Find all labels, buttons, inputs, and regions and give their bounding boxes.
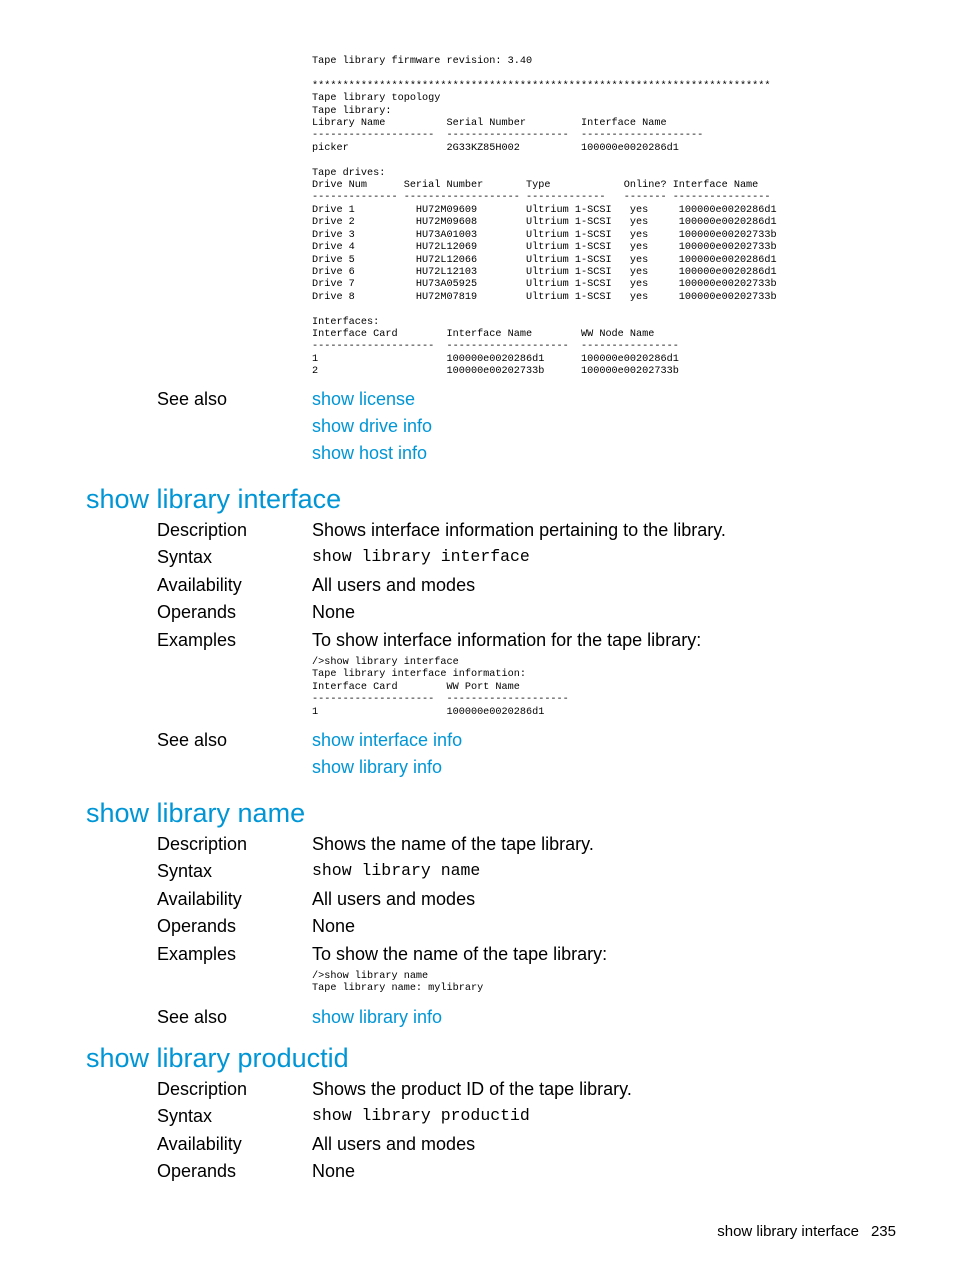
- productid-operands: None: [312, 1161, 356, 1181]
- link-show-library-info[interactable]: show library info: [312, 757, 443, 777]
- name-description: Shows the name of the tape library.: [312, 834, 594, 854]
- name-operands: None: [312, 916, 356, 936]
- name-syntax: show library name: [312, 861, 481, 880]
- examples-label: Examples: [157, 944, 237, 964]
- availability-label: Availability: [157, 889, 242, 909]
- name-availability: All users and modes: [312, 889, 476, 909]
- productid-description: Shows the product ID of the tape library.: [312, 1079, 632, 1099]
- operands-label: Operands: [157, 602, 237, 622]
- link-show-interface-info[interactable]: show interface info: [312, 730, 463, 750]
- availability-label: Availability: [157, 575, 242, 595]
- see-also-label: See also: [157, 1007, 228, 1027]
- link-show-host-info[interactable]: show host info: [312, 443, 428, 463]
- section-title-name: show library name: [86, 798, 306, 828]
- operands-label: Operands: [157, 1161, 237, 1181]
- link-show-drive-info[interactable]: show drive info: [312, 416, 433, 436]
- productid-availability: All users and modes: [312, 1134, 476, 1154]
- syntax-label: Syntax: [157, 861, 213, 881]
- interface-example-code: />show library interface Tape library interface information: Interface Card WW Port Name -------------------- -------------------- 1 100000e0020286d1: [312, 657, 569, 718]
- interface-operands: None: [312, 602, 356, 622]
- examples-label: Examples: [157, 630, 237, 650]
- see-also-label: See also: [157, 389, 228, 409]
- operands-label: Operands: [157, 916, 237, 936]
- interface-syntax: show library interface: [312, 547, 530, 566]
- name-examples: To show the name of the tape library:: [312, 944, 608, 964]
- productid-syntax: show library productid: [312, 1106, 530, 1125]
- footer-section-title: show library interface: [717, 1223, 859, 1240]
- interface-examples: To show interface information for the tape library:: [312, 630, 702, 650]
- description-label: Description: [157, 1079, 248, 1099]
- syntax-label: Syntax: [157, 1106, 213, 1126]
- page-number: 235: [870, 1223, 896, 1240]
- section-title-productid: show library productid: [86, 1043, 349, 1073]
- page-footer: [705, 1222, 896, 1242]
- interface-description: Shows interface information pertaining to the library.: [312, 520, 726, 540]
- description-label: Description: [157, 834, 248, 854]
- see-also-label: See also: [157, 730, 228, 750]
- description-label: Description: [157, 520, 248, 540]
- interface-availability: All users and modes: [312, 575, 476, 595]
- link-show-license[interactable]: show license: [312, 389, 416, 409]
- link-show-library-info[interactable]: show library info: [312, 1007, 443, 1027]
- name-example-code: />show library name Tape library name: mylibrary: [312, 971, 484, 995]
- section-title-interface: show library interface: [86, 484, 342, 514]
- topology-code-block: Tape library firmware revision: 3.40 *************************************************************************** Tape library topology Tape library: Library Name Serial Number Interface Name -------------------- -------------------- -------------------- picker 2G33KZ85H002 100000e0020286d1 Tape drives: Drive Num Serial Number Type Online? Interface Name -------------- ------------------- ------------- ------- ---------------- Drive 1 HU72M09609 Ultrium 1-SCSI yes 100000e0020286d1 Drive 2 HU72M09608 Ultrium 1-SCSI yes 100000e0020286d1 Drive 3 HU73A01003 Ultrium 1-SCSI yes 100000e00202733b Drive 4 HU72L12069 Ultrium 1-SCSI yes 100000e00202733b Drive 5 HU72L12066 Ultrium 1-SCSI yes 100000e0020286d1 Drive 6 HU72L12103 Ultrium 1-SCSI yes 100000e0020286d1 Drive 7 HU73A05925 Ultrium 1-SCSI yes 100000e00202733b Drive 8 HU72M07819 Ultrium 1-SCSI yes 100000e00202733b Interfaces: Interface Card Interface Name WW Node Name -------------------- -------------------- ---------------- 1 100000e0020286d1 100000e0020286d1 2 100000e00202733b 100000e00202733b: [312, 56, 777, 378]
- availability-label: Availability: [157, 1134, 242, 1154]
- syntax-label: Syntax: [157, 547, 213, 567]
